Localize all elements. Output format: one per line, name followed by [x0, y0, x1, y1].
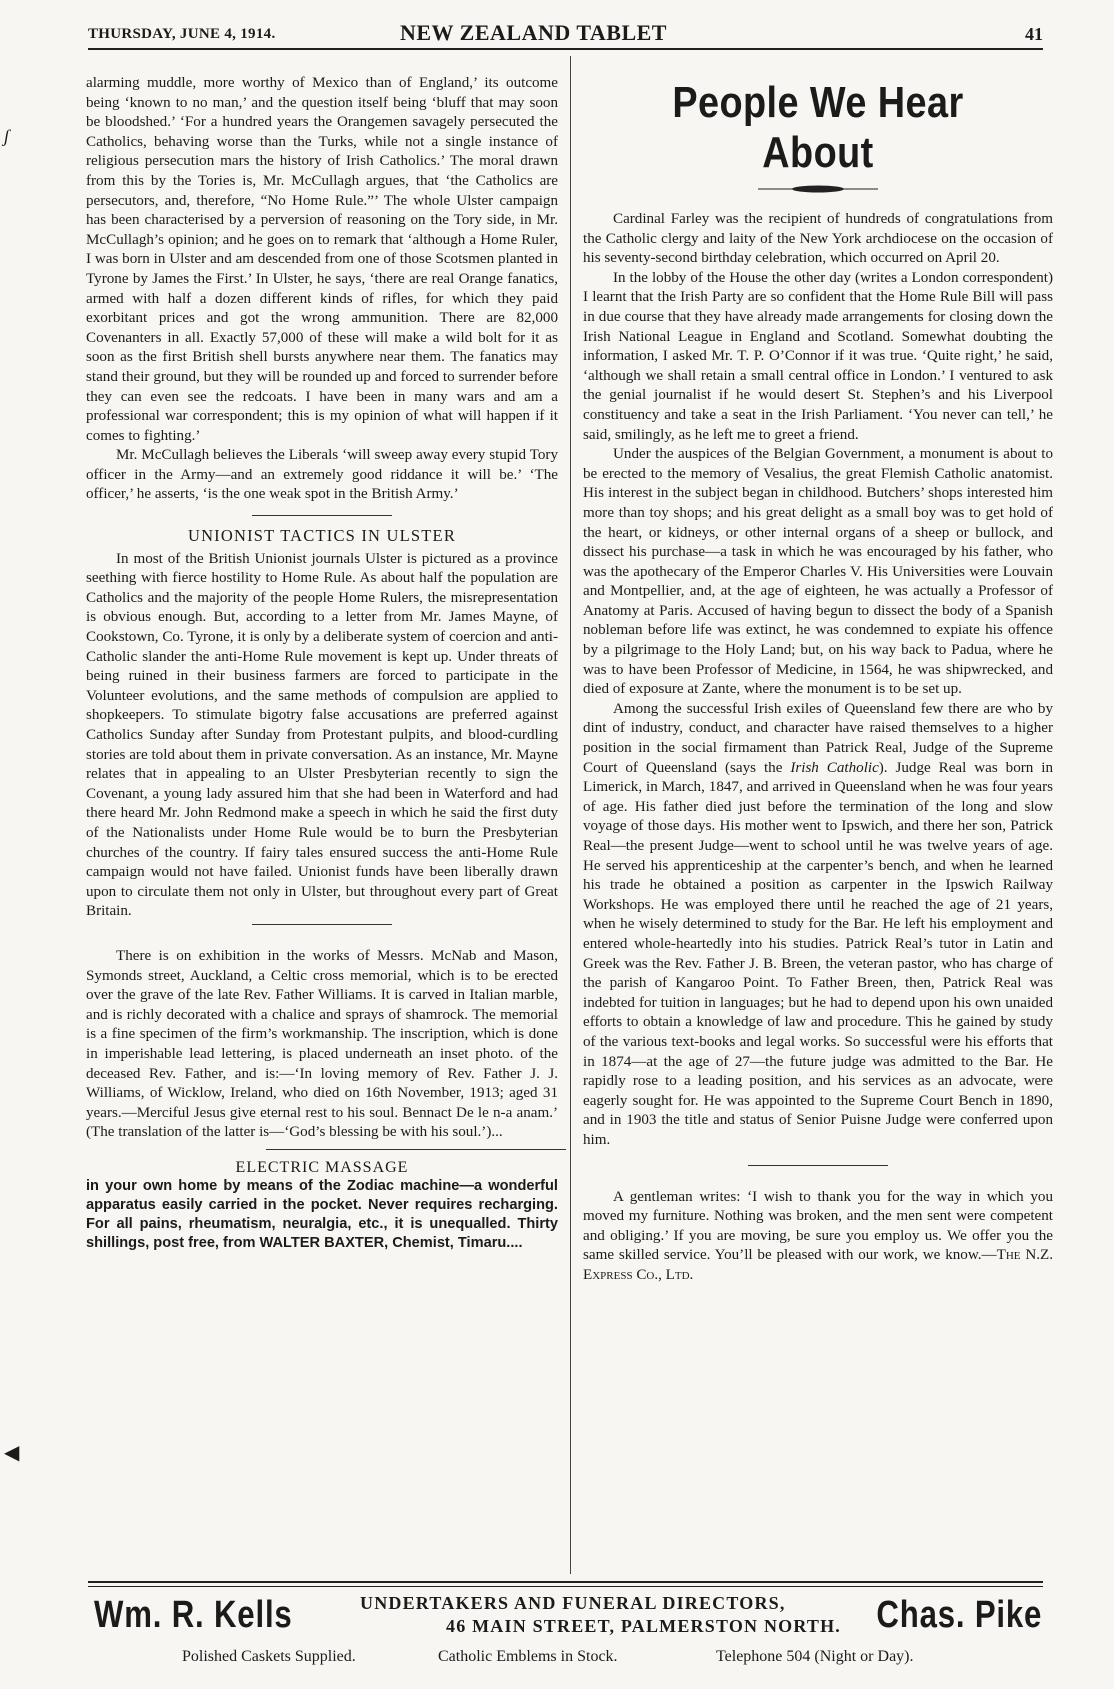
page-number: 41 [1025, 24, 1043, 44]
column-divider [570, 56, 571, 1574]
advertisement-body: in your own home by means of the Zodiac machine—a wonderful apparatus easily carried in the pocket. Never requires recharging. For all pains, rheumatism, neuralgia, etc., it is unequalled. Thirty shillings, post free, from WALTER BAXTER, Chemist, Timaru.... [86, 1178, 558, 1252]
footer-telephone-note: Telephone 504 (Night or Day). [716, 1648, 914, 1665]
margin-pointer-mark: ◀ [4, 1442, 20, 1464]
memorial-paragraph: There is on exhibition in the works of Messrs. McNab and Mason, Symonds street, Auckland, a Celtic cross memorial, which is to be erected over the grave of the late Rev. Father Williams. It is carved in Italian marble, and is richly decorated with a chalice and sprays of shamrock. The memorial is a fine specimen of the firm’s workmanship. The inscription, which is done in imperishable lead lettering, is placed underneath an inset photo. of the deceased Rev. Father, and is:—‘In loving memory of Rev. Father J. J. Williams, of Wicklow, Ireland, who died on 16th November, 1913; aged 31 years.—Merciful Jesus give eternal rest to his soul. Bennact De le n-a anam.’ (The translation of the latter is—‘God’s blessing be with his soul.’)... [86, 947, 558, 1141]
headline-ornament-icon [758, 184, 878, 194]
section-divider [252, 515, 392, 516]
testimonial-paragraph [583, 1188, 1053, 1286]
advertisement-title: ELECTRIC MASSAGE [235, 1158, 409, 1176]
footer-name-right: Chas. Pike [876, 1594, 1042, 1636]
masthead [88, 18, 1043, 46]
testimonial-text: A gentleman writes: ‘I wish to thank you for the way in which you moved my furniture. Nothing was broken, and the men sent were competent and obliging.’ If you are moving, be sure you employ us. We offer you the same skilled service. You’ll be pleased with our work, we know.— [583, 1188, 1053, 1264]
margin-tick-mark: ʃ [4, 126, 10, 146]
footer-caskets-note: Polished Caskets Supplied. [182, 1648, 356, 1665]
section-heading-unionist-tactics: UNIONIST TACTICS IN ULSTER [187, 526, 457, 546]
vesalius-paragraph: Under the auspices of the Belgian Government, a monument is about to be erected to the memory of Vesalius, the great Flemish Catholic anatomist. His interest in the subject began in childhood. Butchers’ shops interested him more than toy shops; and his great delight as a small boy was to get hold of the heart, or kidneys, or other internal organs of a sheep or bullock, and dissect his purchase—a task in which he was encouraged by his father, who was the apothecary of the Emperor Charles V. His Universities were Louvain and Montpellier, and, at the age of eighteen, he was actually a Professor of Anatomy at Paris. Accused of having begun to dissect the body of a Spanish nobleman before life was extinct, he was condemned to expiate his offence by a pilgrimage to the Holy Land; but, on his way back to Padua, where he was to have been Professor of Medicine, in 1564, he was shipwrecked, and died of exposure at Zante, where the monument is to be set up. [583, 446, 1053, 698]
section-headline: People We Hear About [672, 78, 964, 177]
footer-emblems-note: Catholic Emblems in Stock. [438, 1648, 618, 1665]
footer-rule-thin [88, 1586, 1043, 1587]
section-divider [252, 924, 392, 925]
right-column [583, 74, 1053, 1285]
testimonial-signoff: The N.Z. Express Co., Ltd. [583, 1247, 1053, 1283]
source-publication: Irish Catholic [790, 759, 879, 776]
article-continuation: alarming muddle, more worthy of Mexico than of England,’ its outcome being ‘known to no man,’ and the question itself being ‘bluff that may soon be bloodshed.’ ‘For a hundred years the Orangemen savagely persecuted the Catholics, behaving worse than the Turks, while not a single instance of religious persecution mars the history of Irish Catholics.’ The moral drawn from this by the Tories is, Mr. McCullagh argues, that ‘the Catholics are persecutors, and, therefore, “No Home Rule.”’ The whole Ulster campaign has been characterised by a perversion of reasoning on the Tory side, in Mr. McCullagh’s opinion; and he goes on to remark that ‘although a Home Ruler, I was born in Ulster and am descended from one of those Scotsmen planted in Tyrone by James the First.’ In Ulster, he says, ‘there are real Orange fanatics, armed with half a dozen different kinds of rifles, for which they paid exorbitant prices and got the wrong ammunition. There are 82,000 Covenanters in all. Exactly 57,000 of these will make a wild bolt for it as soon as the first British shell bursts anywhere near them. The fanatics may stand their ground, but they will be rounded up and forced to surrender before they can even see the redcoats. I have been in many wars and am a professional war correspondent; this is my opinion of what will happen if it comes to fighting.’ [86, 75, 558, 444]
farley-paragraph: Cardinal Farley was the recipient of hundreds of congratulations from the Catholic clergy and laity of the New York archdiocese on the occasion of his seventy-second birthday celebration, which occurred on April 20. [583, 211, 1053, 267]
footer-address-line: 46 MAIN STREET, PALMERSTON NORTH. [446, 1616, 842, 1636]
footer-business-line: UNDERTAKERS AND FUNERAL DIRECTORS, [360, 1593, 786, 1613]
judge-real-text-rest: ). Judge Real was born in Limerick, in March, 1847, and arrived in Queensland when he was four years of age. His father died just before the termination of the long and slow voyage of those days. His mother went to Ipswich, and there her son, Patrick Real—the present Judge—went to school until he was twelve years of age. He served his apprenticeship at the carpenter’s bench, and when he learned his trade he obtained a position as carpenter in the Ipswich Railway Workshops. He was employed there until he reached the age of 21 years, when he wisely determined to study for the Bar. He left his employment and entered whole-heartedly into his studies. Patrick Real’s tutor in Latin and Greek was the Rev. Father J. B. Breen, the veteran pastor, who has charge of the parish of Kangaroo Point. To Father Breen, then, Patrick Real was indebted for tuition in languages; but he had to depend upon his own unaided efforts to obtain a knowledge of law and procedure. This he gained by study of the various text-books and legal works. So successful were his efforts that in 1874—at the age of 27—the future judge was admitted to the Bar. He rapidly rose to a leading position, and his services as an advocate, were eagerly sought for. He was appointed to the Supreme Court Bench in 1890, and in 1903 the title and status of Senior Puisne Judge were conferred upon him. [583, 759, 1053, 1148]
mccullagh-paragraph: Mr. McCullagh believes the Liberals ‘will sweep away every stupid Tory officer in the Army—and an extremely good riddance it will be.’ ‘The officer,’ he asserts, ‘is the one weak spot in the British Army.’ [86, 447, 558, 503]
issue-date: THURSDAY, JUNE 4, 1914. [88, 26, 276, 42]
footer-rule-thick [88, 1581, 1043, 1583]
footer-name-left: Wm. R. Kells [94, 1594, 293, 1636]
judge-real-paragraph [583, 700, 1053, 1151]
house-lobby-paragraph: In the lobby of the House the other day (writes a London correspondent) I learnt that the Irish Party are so confident that the Home Rule Bill will pass in due course that they have already made arrangements for closing down the Irish National League in England and Scotland. Somewhat doubting the information, I asked Mr. T. P. O’Connor if it was true. ‘Quite right,’ he said, ‘although we shall retain a small central office in London.’ I ventured to ask the genial journalist if he would desert St. Stephen’s and his Liverpool constituency and take a seat in the Irish Parliament. ‘You never can tell,’ he said, smilingly, as he left me to greet a friend. [583, 269, 1053, 443]
judge-real-text-start: Among the successful Irish exiles of Queensland few there are who by dint of industry, conduct, and character have raised themselves to a higher position in the social firmament than Patrick Real, Judge of the Supreme Court of Queensland (says the [583, 700, 1053, 776]
divider-rule [266, 1149, 566, 1150]
unionist-paragraph: In most of the British Unionist journals Ulster is pictured as a province seething with fierce hostility to Home Rule. As about half the population are Catholics and the majority of the people Home Rulers, the misrepresentation is obvious enough. But, according to a letter from Mr. James Mayne, of Cookstown, Co. Tyrone, it is only by a deliberate system of coercion and anti-Catholic slander the anti-Home Rule movement is kept up. Under threats of being ruined in their business farmers are forced to participate in the Volunteer evolutions, and the same methods of compulsion are applied to shopkeepers. To stimulate bigotry false accusations are preferred against Catholics Sunday after Sunday from Protestant pulpits, and blood-curdling stories are told about them in private conversation. As an instance, Mr. Mayne relates that in appealing to an Ulster Presbyterian recently to sign the Covenant, a young lady assured him that she had been in Waterford and had there heard Mr. John Redmond make a speech in which he said the first duty of the Nationalists under Home Rule would be to burn the Presbyterian churches of the country. If fairy tales ensured success the anti-Home Rule campaign would not have failed. Unionist funds have been liberally drawn upon to circulate them not only in Ulster, but throughout every part of Great Britain. [86, 550, 558, 920]
left-column [86, 74, 558, 1253]
section-divider [748, 1165, 888, 1166]
newspaper-title: NEW ZEALAND TABLET [400, 20, 667, 45]
masthead-rule [88, 48, 1043, 50]
